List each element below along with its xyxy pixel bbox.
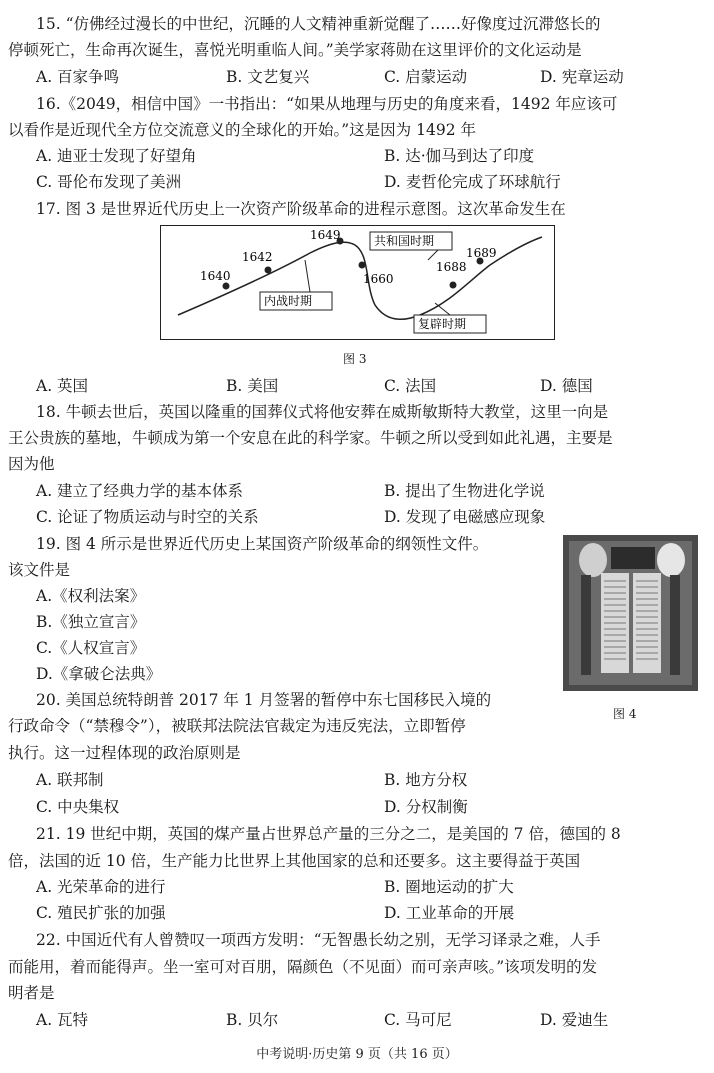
q22-stem-line2: 而能用，着而能得声。坐一室可对百朋，隔颜色（不见面）而可亲声咳。”该项发明的发 [8,958,598,976]
restoration-leader-line [435,303,450,315]
q22-stem-line1: 22. 中国近代有人曾赞叹一项西方发明：“无智愚长幼之别，无学习译录之难，人手 [36,931,601,949]
year-1689: 1689 [466,246,497,260]
q22-option-c[interactable]: C. 马可尼 [384,1011,452,1029]
right-column-ornament [670,575,680,675]
q18-option-a[interactable]: A. 建立了经典力学的基本体系 [36,482,244,500]
q16-option-b[interactable]: B. 达·伽马到达了印度 [384,147,535,165]
q18-stem-line1: 18. 牛顿去世后，英国以隆重的国葬仪式将他安葬在威斯敏斯特大教堂，这里一向是 [36,403,609,421]
q15-option-c[interactable]: C. 启蒙运动 [384,68,468,86]
q20-stem-line3: 执行。这一过程体现的政治原则是 [8,744,241,762]
q21-option-a[interactable]: A. 光荣革命的进行 [36,878,166,896]
year-1649: 1649 [310,228,341,242]
q19-option-b[interactable]: B.《独立宣言》 [36,613,146,631]
republic-leader-line [428,250,438,260]
document-header-banner [611,547,655,569]
declaration-document-image [563,535,698,691]
q20-option-a[interactable]: A. 联邦制 [36,771,104,789]
allegorical-figure-left [579,543,607,577]
q19-stem-line1: 19. 图 4 所示是世界近代历史上某国资产阶级革命的纲领性文件。 [36,535,489,553]
q16-stem-line2: 以看作是近现代全方位交流意义的全球化的开始。”这是因为 1492 年 [8,121,476,139]
revolution-timeline-figure [160,225,555,340]
q21-stem-line2: 倍，法国的近 10 倍，生产能力比世界上其他国家的总和还要多。这主要得益于英国 [8,852,581,870]
q15-option-a[interactable]: A. 百家争鸣 [36,68,120,86]
left-column-ornament [581,575,591,675]
q18-option-c[interactable]: C. 论证了物质运动与时空的关系 [36,508,259,526]
q21-stem-line1: 21. 19 世纪中期，英国的煤产量占世界总产量的三分之二，是美国的 7 倍，德国的 8 [36,825,621,843]
page-footer: 中考说明·历史第 9 页（共 16 页） [256,1047,458,1062]
restoration-period-label: 复辟时期 [418,317,467,331]
allegorical-figure-right [657,543,685,577]
q18-stem-line2: 王公贵族的墓地，牛顿成为第一个安息在此的科学家。牛顿之所以受到如此礼遇，主要是 [8,429,613,447]
point-1642 [265,267,272,274]
q19-stem-line2: 该文件是 [8,561,71,579]
point-1688 [450,282,457,289]
q19-option-a[interactable]: A.《权利法案》 [36,587,146,605]
figure-4-caption: 图 4 [613,707,637,721]
q17-option-b[interactable]: B. 美国 [226,377,279,395]
q21-option-c[interactable]: C. 殖民扩张的加强 [36,904,166,922]
q19-option-c[interactable]: C.《人权宣言》 [36,639,146,657]
q22-option-a[interactable]: A. 瓦特 [36,1011,89,1029]
q17-option-c[interactable]: C. 法国 [384,377,437,395]
figure-3-caption: 图 3 [343,352,367,366]
q21-option-d[interactable]: D. 工业革命的开展 [384,904,515,922]
q17-stem-line1: 17. 图 3 是世界近代历史上一次资产阶级革命的进程示意图。这次革命发生在 [36,200,566,218]
q16-option-a[interactable]: A. 迪亚士发现了好望角 [36,147,197,165]
q20-stem-line2: 行政命令（“禁穆令”），被联邦法院法官裁定为违反宪法，立即暂停 [8,717,466,735]
year-1642: 1642 [242,250,273,264]
q16-option-d[interactable]: D. 麦哲伦完成了环球航行 [384,173,561,191]
q22-stem-line3: 明者是 [8,984,55,1002]
q16-option-c[interactable]: C. 哥伦布发现了美洲 [36,173,182,191]
q20-option-b[interactable]: B. 地方分权 [384,771,468,789]
point-1640 [223,283,230,290]
republic-period-label: 共和国时期 [374,234,435,248]
q20-stem-line1: 20. 美国总统特朗普 2017 年 1 月签署的暂停中东七国移民入境的 [36,691,492,709]
q18-option-d[interactable]: D. 发现了电磁感应现象 [384,508,546,526]
q15-stem-line1: 15. “仿佛经过漫长的中世纪，沉睡的人文精神重新觉醒了……好像度过沉滞悠长的 [36,15,601,33]
q20-option-c[interactable]: C. 中央集权 [36,798,120,816]
q21-option-b[interactable]: B. 圈地运动的扩大 [384,878,514,896]
year-1640: 1640 [200,269,231,283]
q17-option-a[interactable]: A. 英国 [36,377,89,395]
q15-stem-line2: 停顿死亡，生命再次诞生，喜悦光明重临人间。”美学家蒋勋在这里评价的文化运动是 [8,41,582,59]
year-1688: 1688 [436,260,467,274]
civil-war-period-label: 内战时期 [264,294,313,308]
q19-option-d[interactable]: D.《拿破仑法典》 [36,665,162,683]
year-1660: 1660 [363,272,394,286]
q20-option-d[interactable]: D. 分权制衡 [384,798,468,816]
civil-war-leader-line [305,260,310,292]
q16-stem-line1: 16.《2049，相信中国》一书指出：“如果从地理与历史的角度来看，1492 年应该可 [36,95,618,113]
q22-option-d[interactable]: D. 爱迪生 [540,1011,609,1029]
q18-option-b[interactable]: B. 提出了生物进化学说 [384,482,545,500]
q15-option-b[interactable]: B. 文艺复兴 [226,68,310,86]
point-1660 [359,262,366,269]
q22-option-b[interactable]: B. 贝尔 [226,1011,279,1029]
q15-option-d[interactable]: D. 宪章运动 [540,68,624,86]
q17-option-d[interactable]: D. 德国 [540,377,593,395]
q18-stem-line3: 因为他 [8,455,55,473]
